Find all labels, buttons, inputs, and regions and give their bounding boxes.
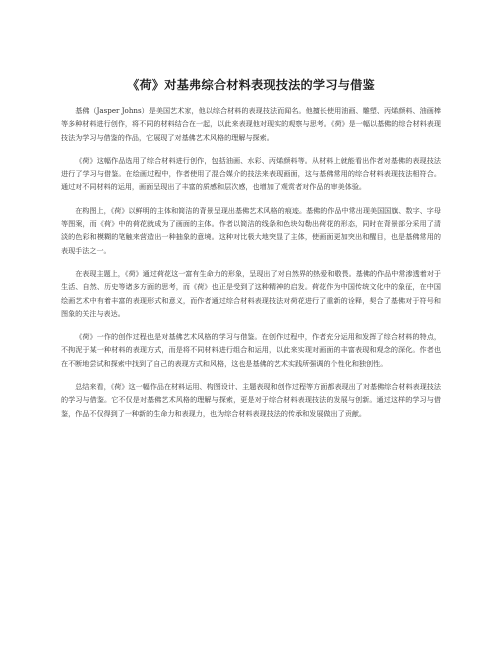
document-title: 《荷》对基弗综合材料表现技法的学习与借鉴 <box>127 78 375 92</box>
paragraph-1: 基佛（Jasper Johns）是美国艺术家，他以综合材料的表现技法而闻名。他擅长使用油画、雕塑、丙烯颜料、油画棒等多种材料进行创作，将不同的材料结合在一起，以此来表现他对现实的观察与思考。《荷》是一幅以基佛的综合材料表现技法为学习与借鉴的作品，它展现了对基佛艺术风格的理解与探索。 <box>61 106 441 142</box>
paragraph-3: 在构图上，《荷》以鲜明的主体和简洁的背景呈现出基佛艺术风格的痕迹。基佛的作品中常出现美国国旗、数字、字母等图案，而《荷》中的荷花就成为了画面的主体。作者以简洁的线条和色块勾勒出荷花的形态，同时在背景部分采用了清淡的色彩和模糊的笔触来营造出一种抽象的意境。这种对比极大地突显了主体，使画面更加突出和醒目，也是基佛常用的表现手法之一。 <box>61 205 441 255</box>
paragraph-5: 《荷》一作的创作过程也是对基佛艺术风格的学习与借鉴。在创作过程中，作者充分运用和发挥了综合材料的特点，不拘泥于某一种材料的表现方式，而是将不同材料进行组合和运用，以此来实现对画面的丰富表现和观念的深化。作者也在不断地尝试和探索中找到了自己的表现方式和风格，这也是基佛的艺术实践所强调的个性化和独创性。 <box>61 332 441 368</box>
paragraph-4: 在表现主题上，《荷》通过荷花这一富有生命力的形象，呈现出了对自然界的热爱和敬畏。基佛的作品中常渗透着对于生活、自然、历史等诸多方面的思考，而《荷》也正是受到了这种精神的启发。荷花作为中国传统文化中的象征，在中国绘画艺术中有着丰富的表现形式和意义，而作者通过综合材料表现技法对荷花进行了重新的诠释，契合了基佛对于符号和图象的关注与表达。 <box>61 268 441 318</box>
paragraph-6: 总结来看，《荷》这一幅作品在材料运用、构图设计、主题表现和创作过程等方面都表现出了对基佛综合材料表现技法的学习与借鉴。它不仅是对基佛艺术风格的理解与探索，更是对于综合材料表现技法的发展与创新。通过这样的学习与借鉴，作品不仅得到了一种新的生命力和表现力，也为综合材料表现技法的传承和发展做出了贡献。 <box>61 382 441 418</box>
document-body <box>61 104 441 430</box>
paragraph-2: 《荷》这幅作品选用了综合材料进行创作，包括油画、水彩、丙烯颜料等。从材料上就能看出作者对基佛的表现技法进行了学习与借鉴。在绘画过程中，作者使用了混合媒介的技法来表现画面，这与基佛常用的综合材料表现技法相符合。通过对不同材料的运用，画面呈现出了丰富的质感和层次感，也增加了观赏者对作品的审美体验。 <box>61 155 441 192</box>
